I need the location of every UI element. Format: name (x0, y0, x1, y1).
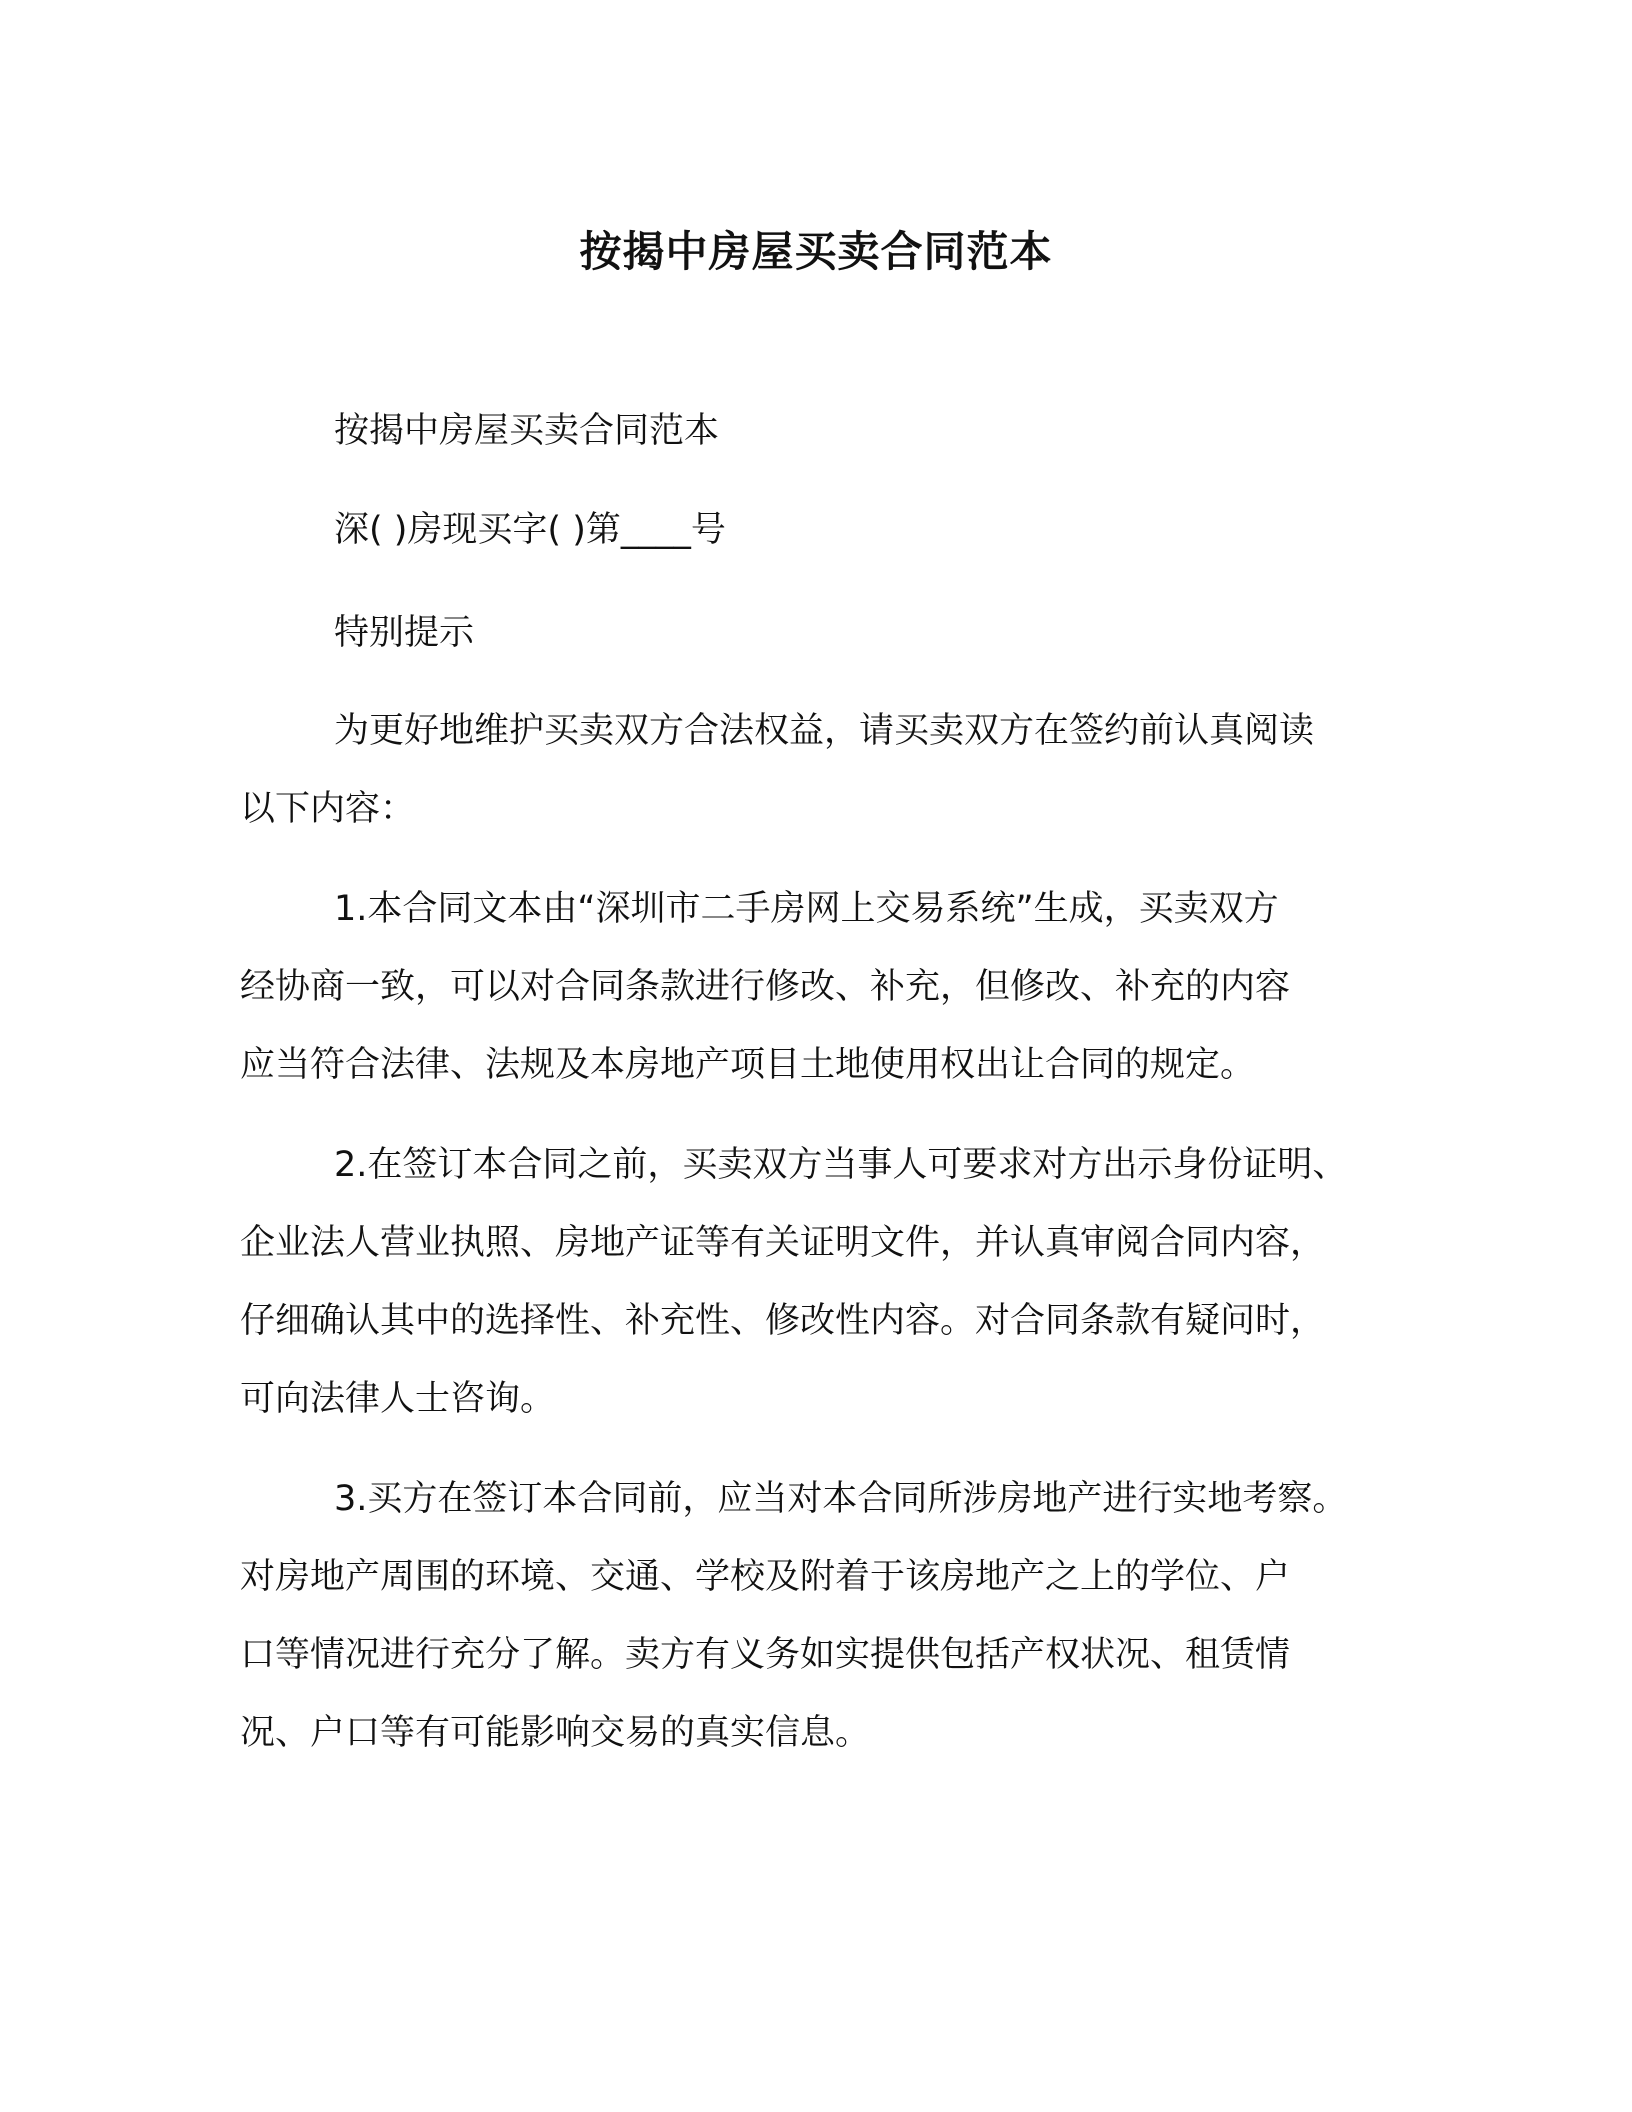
contract-number-paragraph (240, 491, 1390, 569)
subtitle-paragraph (240, 392, 1390, 470)
subtitle-text: 按揭中房屋买卖合同范本 (334, 411, 720, 451)
item-1-line: 1.本合同文本由“深圳市二手房网上交易系统”生成，买卖双方 (334, 889, 1279, 929)
item-2-line: 可向法律人士咨询。 (240, 1379, 556, 1419)
item-3-line: 况、户口等有可能影响交易的真实信息。 (240, 1713, 871, 1753)
item-2-line: 仔细确认其中的选择性、补充性、修改性内容。对合同条款有疑问时， (240, 1301, 1326, 1341)
notice-heading-paragraph (240, 594, 1390, 672)
item-1-line: 应当符合法律、法规及本房地产项目土地使用权出让合同的规定。 (240, 1045, 1256, 1085)
contract-number-text: 深( )房现买字( )第____号 (334, 510, 726, 550)
intro-line: 以下内容： (240, 789, 416, 829)
intro-paragraph (240, 692, 1390, 848)
notice-heading-text: 特别提示 (334, 613, 475, 653)
item-2-line: 2.在签订本合同之前，买卖双方当事人可要求对方出示身份证明、 (334, 1145, 1348, 1185)
intro-line: 为更好地维护买卖双方合法权益，请买卖双方在签约前认真阅读 (334, 711, 1315, 751)
item-1-paragraph (240, 870, 1390, 1104)
item-2-paragraph (240, 1126, 1390, 1438)
item-3-line: 对房地产周围的环境、交通、学校及附着于该房地产之上的学位、户 (240, 1557, 1291, 1597)
document-title: 按揭中房屋买卖合同范本 (579, 227, 1053, 276)
item-3-paragraph (240, 1460, 1390, 1772)
item-2-line: 企业法人营业执照、房地产证等有关证明文件，并认真审阅合同内容， (240, 1223, 1326, 1263)
item-1-line: 经协商一致，可以对合同条款进行修改、补充，但修改、补充的内容 (240, 967, 1291, 1007)
item-3-line: 3.买方在签订本合同前，应当对本合同所涉房地产进行实地考察。 (334, 1479, 1348, 1519)
item-3-line: 口等情况进行充分了解。卖方有义务如实提供包括产权状况、租赁情 (240, 1635, 1291, 1675)
